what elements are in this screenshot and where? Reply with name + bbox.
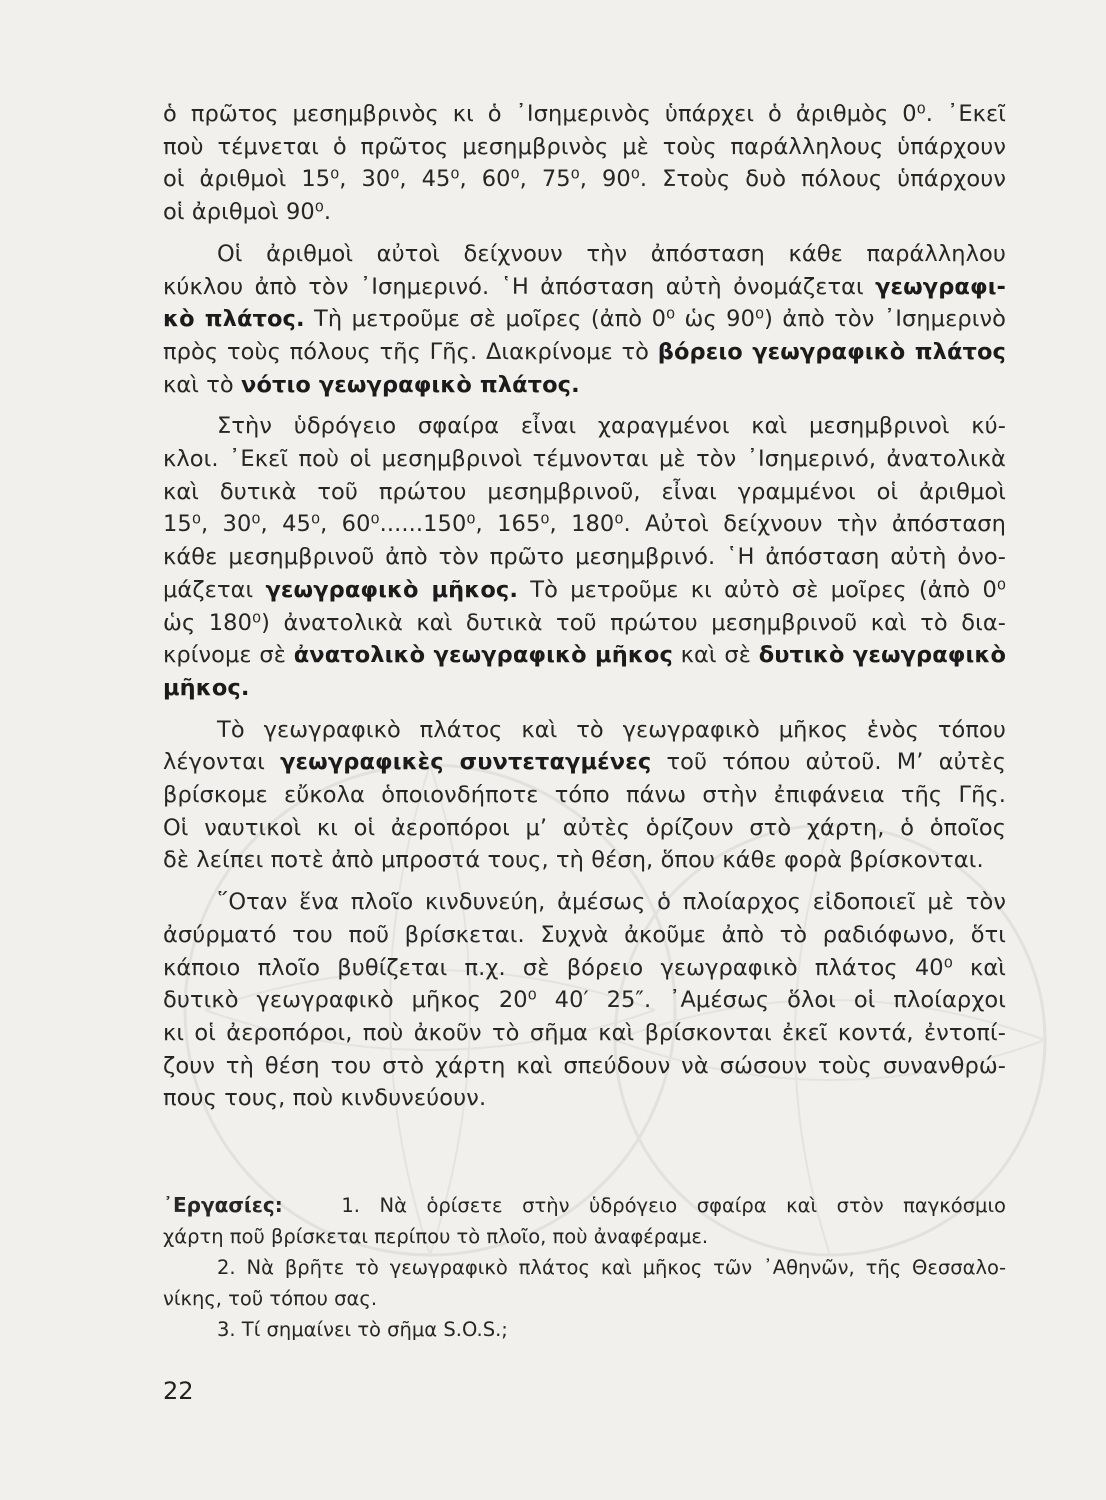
text-run: δὲ λείπει ποτὲ ἀπὸ μπροστά τους, τὴ θέση, ὅπου κάθε φορὰ βρίσκονται.: [163, 847, 984, 874]
text-run: ὁ πρῶτος μεσημβρινὸς κι ὁ ᾿Ισημερινὸς ὑπάρχει ὁ ἀριθμὸς 0⁰. ᾿Εκεῖ: [163, 101, 1006, 127]
page-number: 22: [163, 1377, 194, 1405]
text-line: [163, 196, 1006, 229]
text-run: κι οἱ ἀεροπόροι, ποὺ ἀκοῦν τὸ σῆμα καὶ βρίσκονται ἐκεῖ κοντά, ἐντοπί-: [163, 1019, 1006, 1046]
text-line: [163, 1050, 1006, 1083]
text-run: ποὺ τέμνεται ὁ πρῶτος μεσημβρινὸς μὲ τοὺς παράλληλους ὑπάρχουν: [163, 133, 1006, 160]
text-run: λέγονται: [163, 749, 281, 776]
text-run: καὶ σὲ: [672, 642, 759, 669]
text-run: πους τους, ποὺ κινδυνεύουν.: [163, 1085, 487, 1112]
exercise-3-text: 3. Τί σημαίνει τὸ σῆμα S.O.S.;: [217, 1318, 508, 1341]
text-line: [163, 886, 1006, 919]
text-run: οἱ ἀριθμοὶ 15⁰, 30⁰, 45⁰, 60⁰, 75⁰, 90⁰. Στοὺς δυὸ πόλους ὑπάρχουν: [163, 166, 1006, 193]
exercise-1-line-2: χάρτη ποῦ βρίσκεται περίπου τὸ πλοῖο, ποὺ ἀναφέραμε.: [163, 1225, 709, 1248]
paragraph: [163, 238, 1006, 402]
bold-term: γεωγραφι-: [875, 273, 1006, 300]
text-run: 15⁰, 30⁰, 45⁰, 60⁰......150⁰, 165⁰, 180⁰. Αὐτοὶ δείχνουν τὴν ἀπόσταση: [163, 511, 1006, 538]
text-line: [163, 369, 1006, 402]
exercise-2-text: 2. Νὰ βρῆτε τὸ γεωγραφικὸ πλάτος καὶ μῆκος τῶν ᾿Αθηνῶν, τῆς Θεσσαλο-: [217, 1256, 1006, 1279]
exercise-3-line: [163, 1314, 1006, 1345]
bold-term: νότιο γεωγραφικὸ πλάτος.: [241, 371, 580, 398]
bold-term: βόρειο γεωγραφικὸ πλάτος: [657, 338, 1006, 365]
text-line: [163, 574, 1006, 607]
text-run: κρίνομε σὲ: [163, 642, 294, 669]
text-line: [163, 508, 1006, 541]
text-line: [163, 163, 1006, 196]
bold-term: δυτικὸ γεωγραφικὸ: [758, 642, 1007, 669]
bold-term: μῆκος.: [163, 674, 250, 701]
text-line: [163, 812, 1006, 845]
text-line: [163, 131, 1006, 164]
body-text: [163, 98, 1006, 1124]
text-run: Οἱ ναυτικοὶ κι οἱ ἀεροπόροι μ’ αὐτὲς ὁρίζουν στὸ χάρτη, ὁ ὁποῖος: [163, 814, 1006, 841]
text-run: Τὸ μετροῦμε κι αὐτὸ σὲ μοῖρες (ἀπὸ 0⁰: [518, 576, 1007, 603]
text-run: κλοι. ᾿Εκεῖ ποὺ οἱ μεσημβρινοὶ τέμνονται μὲ τὸν ᾿Ισημερινό, ἀνατολικὰ: [163, 446, 1006, 473]
text-line: [163, 672, 1006, 705]
text-run: καὶ δυτικὰ τοῦ πρώτου μεσημβρινοῦ, εἶναι γραμμένοι οἱ ἀριθμοὶ: [163, 478, 1006, 505]
text-run: ζουν τὴ θέση του στὸ χάρτη καὶ σπεύδουν νὰ σώσουν τοὺς συνανθρώ-: [163, 1052, 1006, 1079]
text-line: [163, 952, 1006, 985]
text-run: πρὸς τοὺς πόλους τῆς Γῆς. Διακρίνομε τὸ: [163, 338, 658, 365]
paragraph: [163, 886, 1006, 1115]
text-line: [163, 1082, 1006, 1115]
text-line: [163, 607, 1006, 640]
text-line: [163, 410, 1006, 443]
text-line: [163, 919, 1006, 952]
text-line: [163, 271, 1006, 304]
bold-term: κὸ πλάτος.: [163, 306, 305, 333]
text-run: Στὴν ὑδρόγειο σφαίρα εἶναι χαραγμένοι καὶ μεσημβρινοὶ κύ-: [217, 413, 1006, 440]
bold-term: ἀνατολικὸ γεωγραφικὸ μῆκος: [293, 642, 673, 669]
text-run: ὡς 180⁰) ἀνατολικὰ καὶ δυτικὰ τοῦ πρώτου μεσημβρινοῦ καὶ τὸ δια-: [163, 609, 1006, 636]
paragraph: [163, 714, 1006, 878]
text-run: κύκλου ἀπὸ τὸν ᾿Ισημερινό. ῾Η ἀπόσταση αὐτὴ ὀνομάζεται: [163, 273, 876, 300]
text-line: [163, 476, 1006, 509]
text-run: ῞Οταν ἕνα πλοῖο κινδυνεύη, ἀμέσως ὁ πλοίαρχος εἰδοποιεῖ μὲ τὸν: [217, 889, 1006, 916]
exercises-title: ᾿Εργασίες:: [163, 1193, 283, 1217]
text-line: [163, 639, 1006, 672]
exercise-1-line-1: [163, 1190, 1006, 1221]
text-line: [163, 714, 1006, 747]
text-line: [163, 238, 1006, 271]
text-run: Οἱ ἀριθμοὶ αὐτοὶ δείχνουν τὴν ἀπόσταση κάθε παράλληλου: [217, 240, 1006, 267]
exercise-2-line-2: νίκης, τοῦ τόπου σας.: [163, 1287, 378, 1310]
text-run: Τὴ μετροῦμε σὲ μοῖρες (ἀπὸ 0⁰ ὡς 90⁰) ἀπὸ τὸν ᾿Ισημερινὸ: [304, 306, 1006, 333]
bold-term: γεωγραφικὸ μῆκος.: [265, 576, 519, 603]
text-line: [163, 984, 1006, 1017]
text-run: κάθε μεσημβρινοῦ ἀπὸ τὸν πρῶτο μεσημβρινό. ῾Η ἀπόσταση αὐτὴ ὀνο-: [163, 544, 1006, 571]
text-run: δυτικὸ γεωγραφικὸ μῆκος 20⁰ 40′ 25″. ᾿Αμέσως ὅλοι οἱ πλοίαρχοι: [163, 987, 1006, 1014]
text-run: οἱ ἀριθμοὶ 90⁰.: [163, 199, 332, 226]
text-line: [163, 336, 1006, 369]
text-line: [163, 443, 1006, 476]
bold-term: γεωγραφικὲς συντεταγμένες: [280, 749, 652, 776]
text-run: τοῦ τόπου αὐτοῦ. Μ’ αὐτὲς: [651, 749, 1007, 776]
exercise-2-line-1: [163, 1252, 1006, 1283]
text-line: [163, 1017, 1006, 1050]
exercises-section: [163, 1190, 1006, 1345]
exercise-1-text: 1. Νὰ ὁρίσετε στὴν ὑδρόγειο σφαίρα καὶ στὸν παγκόσμιο: [341, 1194, 1006, 1217]
text-run: κάποιο πλοῖο βυθίζεται π.χ. σὲ βόρειο γεωγραφικὸ πλάτος 40⁰ καὶ: [163, 954, 1006, 981]
text-line: [163, 779, 1006, 812]
text-line: [163, 98, 1006, 131]
text-line: [163, 746, 1006, 779]
paragraph: [163, 98, 1006, 229]
text-run: βρίσκομε εὔκολα ὁποιονδήποτε τόπο πάνω στὴν ἐπιφάνεια τῆς Γῆς.: [163, 782, 1006, 809]
paragraph: [163, 410, 1006, 704]
text-line: [163, 541, 1006, 574]
text-run: καὶ τὸ: [163, 371, 242, 398]
text-run: Τὸ γεωγραφικὸ πλάτος καὶ τὸ γεωγραφικὸ μῆκος ἑνὸς τόπου: [217, 716, 1006, 743]
text-line: [163, 303, 1006, 336]
text-run: ἀσύρματό του ποῦ βρίσκεται. Συχνὰ ἀκοῦμε ἀπὸ τὸ ραδιόφωνο, ὅτι: [163, 921, 1006, 948]
text-run: μάζεται: [163, 576, 266, 603]
text-line: [163, 844, 1006, 877]
